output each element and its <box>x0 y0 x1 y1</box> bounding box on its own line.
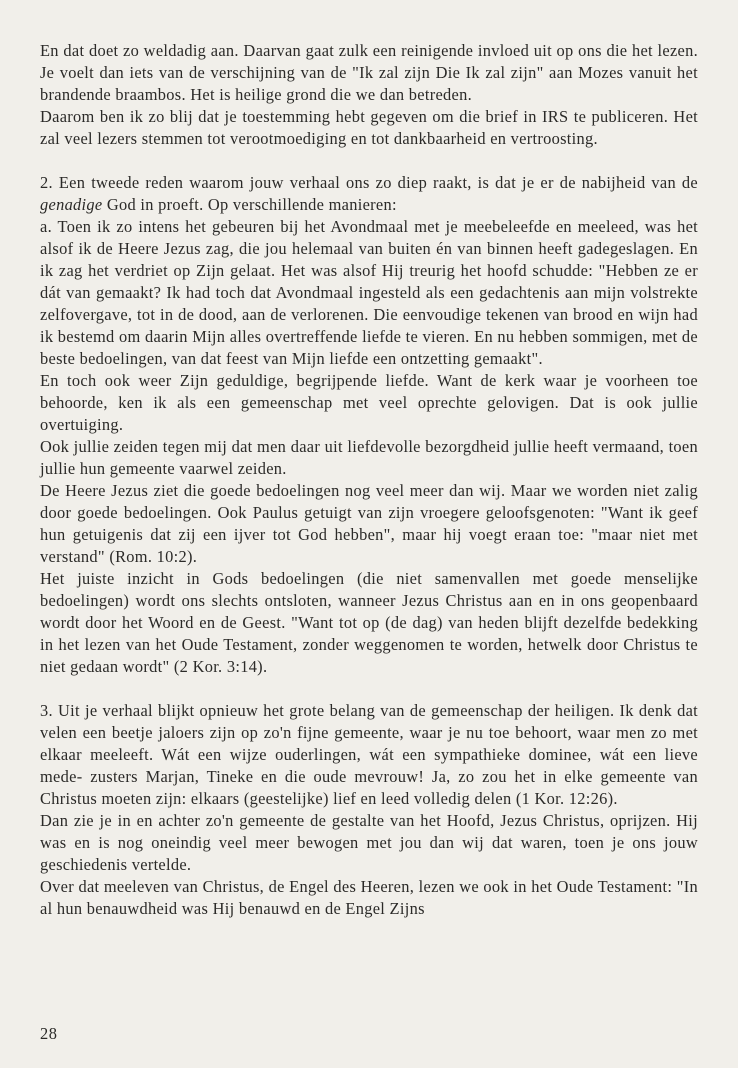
paragraph: De Heere Jezus ziet die goede bedoelingen nog veel meer dan wij. Maar we worden niet zalig door goede bedoelingen. Ook Paulus getuigt van zijn vroegere geloofsgenoten: "Want ik geef hun getuigenis dat zij een ijver tot God hebben", maar hij voegt eraan toe: "maar niet met verstand" (Rom. 10:2). <box>40 481 698 566</box>
paragraph: En toch ook weer Zijn geduldige, begrijpende liefde. Want de kerk waar je voorheen toe behoorde, ken ik als een gemeenschap met veel oprechte gelovigen. Dat is ook jullie overtuiging. <box>40 371 698 434</box>
paragraph: a. Toen ik zo intens het gebeuren bij het Avondmaal met je meebeleefde en meeleed, was het alsof ik de Heere Jezus zag, die jou helemaal van buiten én van binnen heeft gadegeslagen. En ik zag het verdriet op Zijn gelaat. Het was alsof Hij treurig het hoofd schudde: "Hebben ze er dát van gemaakt? Ik had toch dat Avondmaal ingesteld als een gedachtenis aan mijn volstrekte zelfovergave, tot in de dood, aan de verlorenen. Die eenvoudige tekenen van brood en wijn had ik bestemd om daarin Mijn alles overtreffende liefde te vieren. En nu hebben sommigen, met de beste bedoelingen, van dat feest van Mijn liefde een ontzetting gemaakt". <box>40 217 698 368</box>
emphasized-word: genadige <box>40 195 103 214</box>
paragraph: Over dat meeleven van Christus, de Engel des Heeren, lezen we ook in het Oude Testament: "In al hun benauwdheid was Hij benauwd en de Engel Zijns <box>40 877 698 918</box>
page-number: 28 <box>40 1024 58 1043</box>
paragraph: En dat doet zo weldadig aan. Daarvan gaat zulk een reinigende invloed uit op ons die het lezen. Je voelt dan iets van de verschijning van de "Ik zal zijn Die Ik zal zijn" aan Mozes vanuit het brandende braambos. Het is heilige grond die we dan betreden. <box>40 41 698 104</box>
paragraph-text: 2. Een tweede reden waarom jouw verhaal ons zo diep raakt, is dat je er de nabijheid van de <box>40 173 698 192</box>
body-text <box>40 40 698 920</box>
paragraph <box>40 172 698 216</box>
paragraph-text: God in proeft. Op verschillende manieren: <box>102 195 397 214</box>
paragraph: 3. Uit je verhaal blijkt opnieuw het grote belang van de gemeenschap der heiligen. Ik denk dat velen een beetje jaloers zijn op zo'n fijne gemeente, waar je nu toe behoort, waar men zo met elkaar meeleeft. Wát een wijze ouderlingen, wát een sympathieke dominee, wát een lieve mede- zusters Marjan, Tineke en die oude mevrouw! Ja, zo zou het in elke gemeente van Christus moeten zijn: elkaars (geestelijke) lief en leed volledig delen (1 Kor. 12:26). <box>40 701 698 808</box>
paragraph: Ook jullie zeiden tegen mij dat men daar uit liefdevolle bezorgdheid jullie heeft vermaand, toen jullie hun gemeente vaarwel zeiden. <box>40 437 698 478</box>
paragraph: Dan zie je in en achter zo'n gemeente de gestalte van het Hoofd, Jezus Christus, oprijzen. Hij was en is nog oneindig veel meer bewogen met jou dan wij dat waren, toen je ons jouw geschiedenis vertelde. <box>40 811 698 874</box>
paragraph: Daarom ben ik zo blij dat je toestemming hebt gegeven om die brief in IRS te publiceren. Het zal veel lezers stemmen tot verootmoediging en tot dankbaarheid en vertroosting. <box>40 107 698 148</box>
paragraph: Het juiste inzicht in Gods bedoelingen (die niet samenvallen met goede menselijke bedoelingen) wordt ons slechts ontsloten, wanneer Jezus Christus aan en in ons geopenbaard wordt door het Woord en de Geest. "Want tot op (de dag) van heden blijft dezelfde bedekking in het lezen van het Oude Testament, zonder weggenomen te worden, hetwelk door Christus te niet gedaan wordt" (2 Kor. 3:14). <box>40 569 698 676</box>
